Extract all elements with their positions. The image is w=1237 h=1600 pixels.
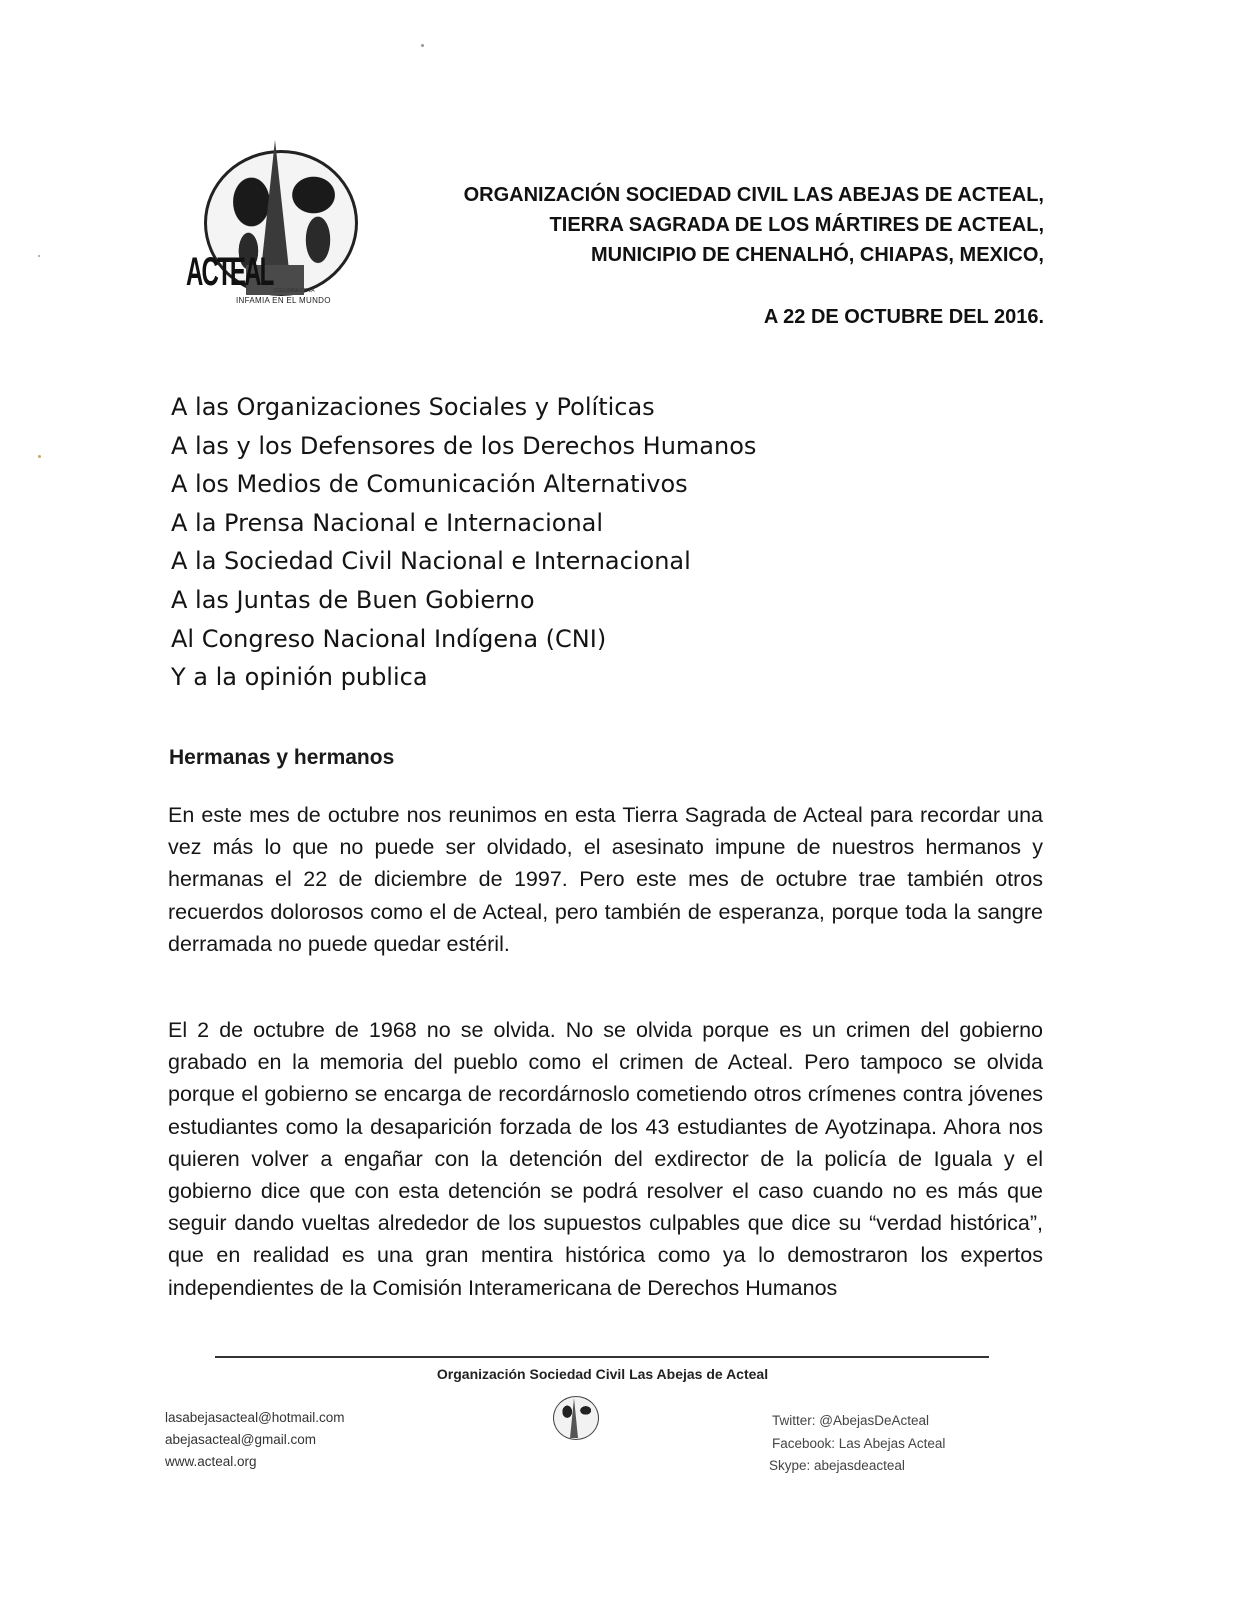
contact-website[interactable]: www.acteal.org <box>165 1454 257 1469</box>
footer-contacts <box>165 1407 345 1473</box>
letterhead-line: TIERRA SAGRADA DE LOS MÁRTIRES DE ACTEAL, <box>549 214 1044 236</box>
scan-speck <box>38 455 41 458</box>
addressee: A las Organizaciones Sociales y Políticas <box>171 393 655 421</box>
body-paragraph: En este mes de octubre nos reunimos en esta Tierra Sagrada de Acteal para recordar una vez más lo que no puede ser olvidado, el asesinato impune de nuestros hermanos y hermanas el 22 de diciembre de 1997. Pero este mes de octubre trae también otros recuerdos dolorosos como el de Acteal, pero también de esperanza, porque toda la sangre derramada no puede quedar estéril. <box>168 803 1043 956</box>
column-monument-icon <box>570 1398 578 1438</box>
logo-caption: INFAMIA EN EL MUNDO <box>236 296 331 305</box>
footer-logo-icon <box>549 1396 601 1444</box>
body-paragraph: El 2 de octubre de 1968 no se olvida. No se olvida porque es un crimen del gobierno grabado en la memoria del pueblo como el crimen de Acteal. Pero tampoco se olvida porque el gobierno se encarga de recordárnoslo cometiendo otros crímenes contra jóvenes estudiantes como la desaparición forzada de los 43 estudiantes de Ayotzinapa. Ahora nos quieren volver a engañar con la detención del exdirector de la policía de Iguala y el gobierno dice que con esta detención se podrá resolver el caso cuando no es más que seguir dando vueltas alrededor de los supuestos culpables que dice su “verdad histórica”, que en realidad es una gran mentira histórica como ya lo demostraron los expertos independientes de la Comisión Interamericana de Derechos Humanos <box>168 1018 1043 1300</box>
addressee: Al Congreso Nacional Indígena (CNI) <box>171 624 607 653</box>
footer-org-name: Organización Sociedad Civil Las Abejas de Acteal <box>436 1366 769 1382</box>
addressee: Y a la opinión publica <box>171 663 428 692</box>
social-skype: Skype: abejasdeacteal <box>769 1458 905 1473</box>
footer-divider <box>215 1356 989 1358</box>
addressee: A la Sociedad Civil Nacional e Internacional <box>171 547 691 576</box>
logo-acronym: ACTEAL <box>186 250 273 294</box>
letterhead-line: MUNICIPIO DE CHENALHÓ, CHIAPAS, MEXICO, <box>591 244 1044 266</box>
social-twitter: Twitter: @AbejasDeActeal <box>772 1413 930 1428</box>
logo-caption-small: COLUMNA DE LA <box>274 288 315 294</box>
letterhead <box>464 180 1044 270</box>
letter-date: A 22 DE OCTUBRE DEL 2016. <box>763 306 1044 328</box>
contact-email-hotmail[interactable]: lasabejasacteal@hotmail.com <box>165 1410 345 1425</box>
acteal-logo <box>186 140 361 310</box>
letterhead-line: ORGANIZACIÓN SOCIEDAD CIVIL LAS ABEJAS DE ACTEAL, <box>463 184 1044 206</box>
social-facebook: Facebook: Las Abejas Acteal <box>772 1435 946 1451</box>
addressee: A las Juntas de Buen Gobierno <box>171 585 535 614</box>
addressee: A las y los Defensores de los Derechos Humanos <box>171 431 757 460</box>
addressee: A la Prensa Nacional e Internacional <box>171 508 604 537</box>
contact-email-gmail[interactable]: abejasacteal@gmail.com <box>165 1432 317 1447</box>
scan-speck <box>421 44 424 47</box>
addressee-list <box>171 388 756 697</box>
addressee: A los Medios de Comunicación Alternativos <box>171 470 688 499</box>
salutation: Hermanas y hermanos <box>169 746 395 769</box>
footer-social <box>769 1410 946 1478</box>
scan-speck <box>38 255 40 257</box>
